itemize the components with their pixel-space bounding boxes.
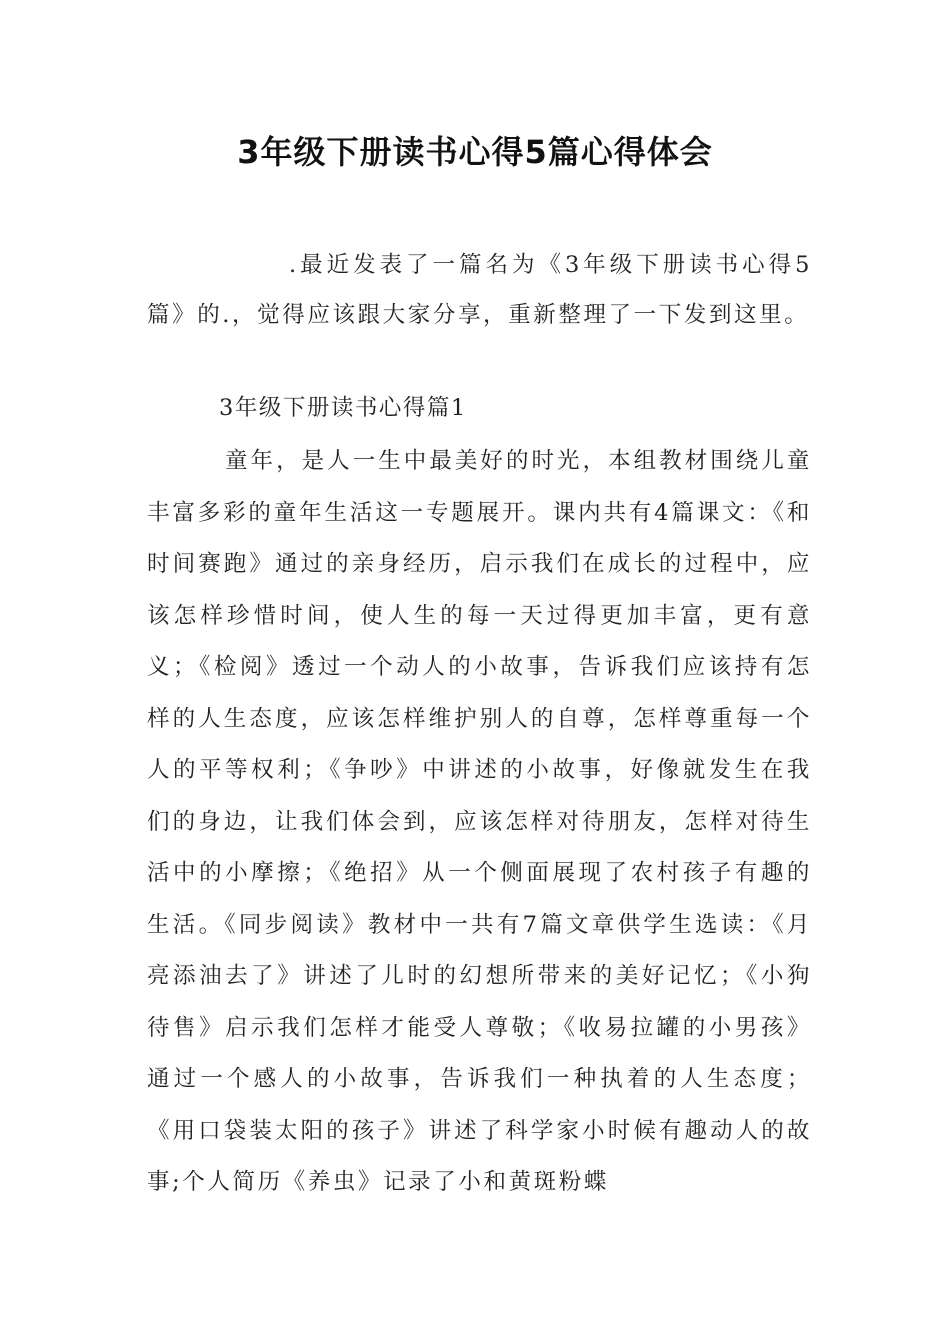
section-heading: 3年级下册读书心得篇1 — [219, 395, 467, 421]
document-title: 3年级下册读书心得5篇心得体会 — [237, 133, 713, 171]
intro-paragraph: .最近发表了一篇名为《3年级下册读书心得5篇》的.，觉得应该跟大家分享，重新整理了一下发到这里。 — [147, 252, 812, 328]
body-paragraph: 童年，是人一生中最美好的时光，本组教材围绕儿童丰富多彩的童年生活这一专题展开。课内共有4篇课文：《和时间赛跑》通过的亲身经历，启示我们在成长的过程中，应该怎样珍惜时间，使人生的每一天过得更加丰富，更有意义；《检阅》透过一个动人的小故事，告诉我们应该持有怎样的人生态度，应该怎样维护别人的自尊，怎样尊重每一个人的平等权利；《争吵》中讲述的小故事，好像就发生在我们的身边，让我们体会到，应该怎样对待朋友，怎样对待生活中的小摩擦；《绝招》从一个侧面展现了农村孩子有趣的生活。《同步阅读》教材中一共有7篇文章供学生选读：《月亮添油去了》讲述了儿时的幻想所带来的美好记忆；《小狗待售》启示我们怎样才能受人尊敬；《收易拉罐的小男孩》通过一个感人的小故事，告诉我们一种执着的人生态度；《用口袋装太阳的孩子》讲述了科学家小时候有趣动人的故事;个人简历《养虫》记录了小和黄斑粉蝶 — [147, 448, 812, 1195]
